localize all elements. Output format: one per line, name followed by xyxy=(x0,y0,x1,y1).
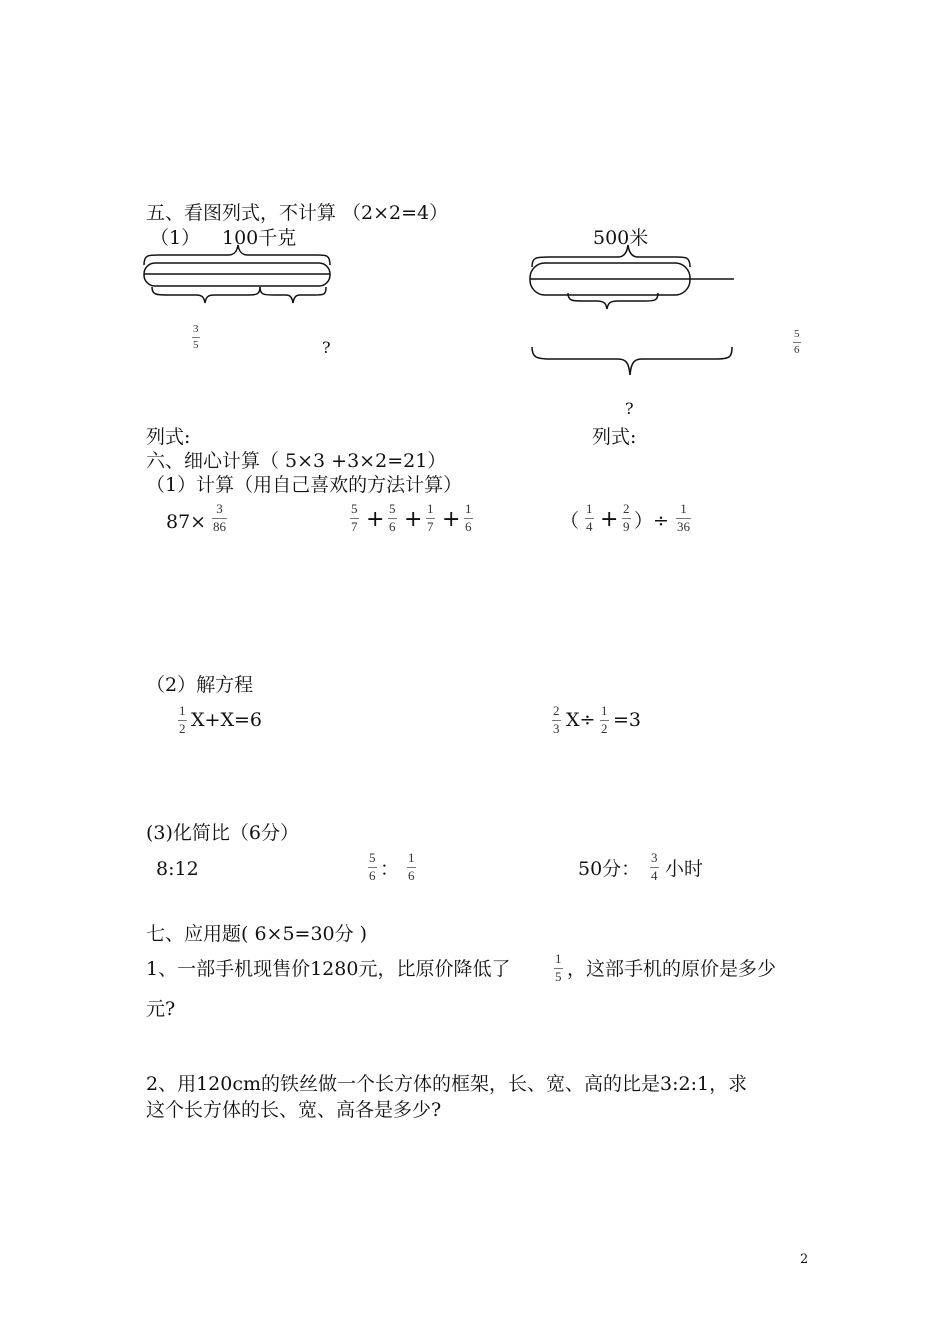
ratio-2-frac-2: 1 6 xyxy=(408,850,415,883)
expr-2-frac-2: 5 6 xyxy=(389,501,396,534)
eq-2-frac-1: 2 3 xyxy=(553,703,560,736)
expr-3-frac-1: 1 4 xyxy=(586,501,593,534)
section-7-title: 七、应用题( 6×5=30分 ) xyxy=(146,923,368,945)
expr-3-frac-3: 1 36 xyxy=(677,501,690,534)
ratio-3-fraction: 3 4 xyxy=(651,850,658,883)
expr-3-left-paren: （ xyxy=(560,510,580,532)
eq-1-fraction: 1 2 xyxy=(179,703,186,736)
app-q1-line1-b: ，这部手机的原价是多少 xyxy=(567,958,777,980)
q1-total-label: 100千克 xyxy=(222,227,297,249)
q1-label: （1） xyxy=(150,227,201,249)
part-3-title: (3)化简比（6分） xyxy=(146,822,300,844)
app-q1-line2: 元? xyxy=(146,998,176,1020)
eq-2-frac-2: 1 2 xyxy=(601,703,608,736)
expr-2-frac-1: 5 7 xyxy=(351,501,358,534)
ratio-2-colon: ： xyxy=(380,858,400,880)
ratio-3-suffix: 小时 xyxy=(665,858,704,880)
section-6-title: 六、细心计算（ 5×3 +3×2=21） xyxy=(146,450,447,472)
part-1-title: （1）计算（用自己喜欢的方法计算） xyxy=(146,474,463,496)
answer-label-1: 列式: xyxy=(146,426,191,448)
expr-2-op-3: + xyxy=(442,507,461,532)
expr-3-frac-2: 2 9 xyxy=(623,501,630,534)
ratio-1: 8:12 xyxy=(156,858,199,880)
app-q1-fraction: 1 5 xyxy=(555,951,562,984)
ratio-2-frac-1: 5 6 xyxy=(369,850,376,883)
section-5-title: 五、看图列式，不计算 （2×2=4） xyxy=(146,202,449,224)
expr-1-prefix: 87× xyxy=(166,511,207,533)
q1-question-mark: ? xyxy=(322,338,331,357)
ratio-3-prefix: 50分： xyxy=(578,858,641,880)
expr-2-frac-3: 1 7 xyxy=(427,501,434,534)
expr-3-op-1: + xyxy=(600,507,619,532)
q2-total-label: 500米 xyxy=(593,227,649,249)
eq-2-mid: X÷ xyxy=(566,709,596,731)
expr-2-op-2: + xyxy=(404,507,423,532)
part-2-title: （2）解方程 xyxy=(146,674,254,696)
app-q2-line1: 2、用120cm的铁丝做一个长方体的框架，长、宽、高的比是3:2:1，求 xyxy=(146,1073,748,1095)
eq-1-rest: X+X=6 xyxy=(191,709,262,731)
expr-1-fraction: 3 86 xyxy=(213,501,226,534)
expr-3-right-paren-div: ）÷ xyxy=(634,510,669,532)
q2-fraction: 5 6 xyxy=(794,328,800,356)
app-q2-line2: 这个长方体的长、宽、高各是多少? xyxy=(146,1099,442,1121)
page-number: 2 xyxy=(800,1252,809,1267)
app-q1-line1-a: 1、一部手机现售价1280元，比原价降低了 xyxy=(146,958,511,980)
q2-question-mark: ? xyxy=(625,399,634,418)
answer-label-2: 列式: xyxy=(592,426,637,448)
expr-2-op-1: + xyxy=(366,507,385,532)
eq-2-rest: =3 xyxy=(613,709,642,731)
q2-bar-diagram xyxy=(526,245,746,395)
expr-2-frac-4: 1 6 xyxy=(465,501,472,534)
q1-fraction: 3 5 xyxy=(193,323,199,351)
q1-bar-diagram xyxy=(140,245,340,315)
